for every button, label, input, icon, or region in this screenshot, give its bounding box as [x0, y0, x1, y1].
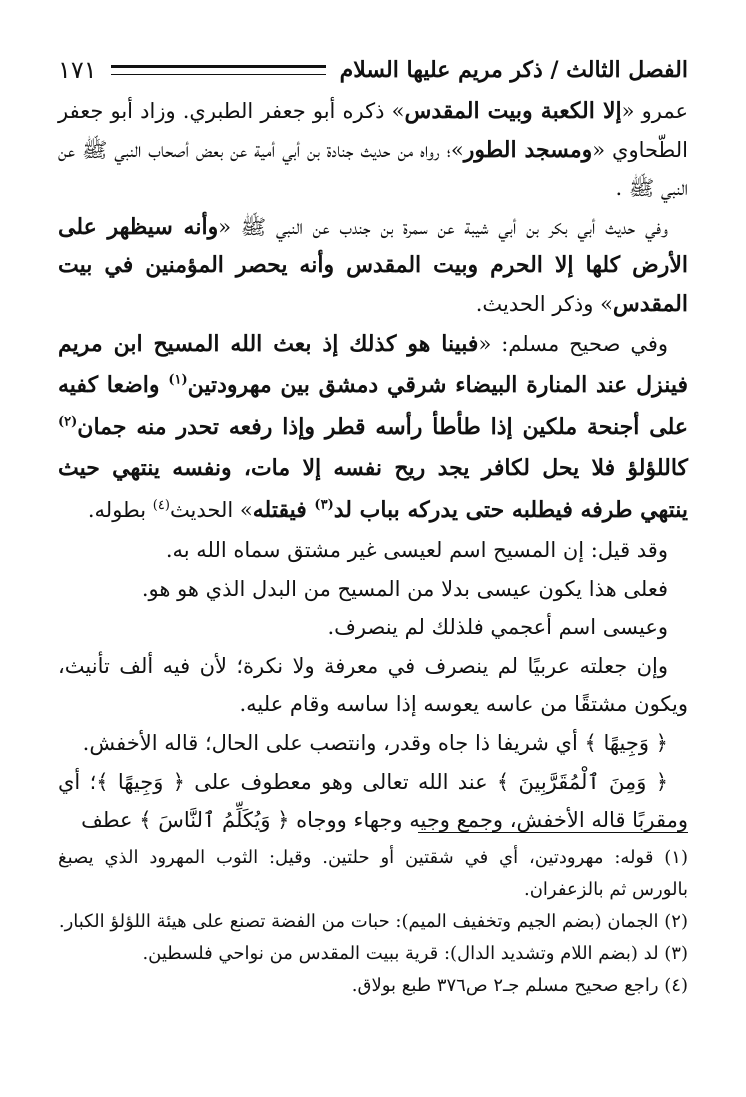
paragraph-3	[58, 324, 688, 532]
footnotes	[58, 842, 688, 1002]
paragraph-9: ﴿ وَمِنَ ٱلْمُقَرَّبِينَ ﴾ عند الله تعالى وهو معطوف على ﴿ وَجِيهًا ﴾؛ أي ومقربًا قاله الأخفش، وجمع وجيه وجهاء ووجاه ﴿ وَيُكَلِّمُ ٱلنَّاسَ ﴾ عطف	[58, 769, 688, 833]
page-number: ١٧١	[58, 56, 97, 84]
footnote-1: (١) قوله: مهرودتين، أي في شقتين أو حلتين. وقيل: الثوب المهرود الذي يصبغ بالورس ثم بالزعفران.	[58, 847, 688, 900]
paragraph-6: وعيسى اسم أعجمي فلذلك لم ينصرف.	[327, 615, 668, 640]
footnote-4: (٤) راجع صحيح مسلم جـ٢ ص٣٧٦ طبع بولاق.	[351, 975, 688, 996]
chapter-title: الفصل الثالث / ذكر مريم عليها السلام	[339, 57, 688, 83]
text-run: » ذكره أبو جعفر الطبري. وزاد أبو جعفر الطّحاوي «	[58, 99, 688, 162]
paragraph-1	[58, 92, 688, 208]
hadith-quote	[58, 331, 688, 523]
text-run: » وذكر الحديث.	[475, 291, 613, 316]
paragraph-7: وإن جعلته عربيًا لم ينصرف في معرفة ولا نكرة؛ لأن فيه ألف تأنيث، ويكون مشتقًا من عاسه يعوسه إذا ساسه وقام عليه.	[58, 653, 688, 717]
footnote-ref-3[interactable]: (٣)	[314, 497, 334, 513]
text-run: بطوله.	[87, 497, 153, 522]
emphasized-quote: ومسجد الطور	[463, 136, 593, 163]
paragraph-8: ﴿ وَجِيهًا ﴾ أي شريفا ذا جاه وقدر، وانتصب على الحال؛ قاله الأخفش.	[82, 731, 668, 756]
paragraph-2	[58, 208, 688, 324]
footnote-ref-4[interactable]: (٤)	[152, 497, 170, 513]
text-run: واضعا كفيه على أجنحة ملكين إذا طأطأ رأسه قطر وإذا رفعه تحدر منه جمان	[58, 372, 688, 440]
main-text	[58, 92, 688, 840]
footnote-2: (٢) الجمان (بضم الجيم وتخفيف الميم): حبات من الفضة تصنع على هيئة اللؤلؤ الكبار.	[58, 911, 688, 932]
text-run: وفي حديث أبي بكر بن أبي شيبة عن سمرة بن جندب عن النبي ﷺ «	[218, 214, 668, 239]
emphasized-quote: إلا الكعبة وبيت المقدس	[404, 98, 622, 124]
footnote-separator	[418, 832, 688, 833]
text-run: »؛ رواه من حديث جنادة بن أبي أمية عن بعض أصحاب النبي ﷺ عن النبي ﷺ .	[58, 137, 688, 201]
footnote-3: (٣) لد (بضم اللام وتشديد الدال): قرية ببيت المقدس من نواحي فلسطين.	[142, 943, 688, 964]
text-run: كاللؤلؤ فلا يحل لكافر يجد ريح نفسه إلا مات، ونفسه ينتهي حيث ينتهي طرفه فيطلبه حتى يدركه بباب لد	[58, 455, 688, 523]
text-run: فبينا هو كذلك إذ بعث الله المسيح ابن مريم فينزل عند المنارة البيضاء شرقي دمشق بين مهرودتين	[58, 330, 688, 399]
header-rule	[111, 65, 326, 75]
text-run: وفي صحيح مسلم: «	[478, 331, 669, 356]
paragraph-5: فعلى هذا يكون عيسى بدلا من المسيح من البدل الذي هو هو.	[141, 576, 668, 601]
paragraph-4: وقد قيل: إن المسيح اسم لعيسى غير مشتق سماه الله به.	[165, 538, 668, 563]
text-run: فيقتله	[252, 496, 315, 523]
text-run: » الحديث	[169, 497, 253, 522]
emphasized-quote: وأنه سيظهر على الأرض كلها إلا الحرم وبيت المقدس وأنه يحصر المؤمنين في بيت المقدس	[58, 213, 688, 317]
footnote-ref-1[interactable]: (١)	[168, 372, 188, 388]
text-run: عمرو «	[621, 99, 689, 123]
running-header	[58, 52, 688, 88]
footnote-ref-2[interactable]: (٢)	[58, 414, 78, 430]
